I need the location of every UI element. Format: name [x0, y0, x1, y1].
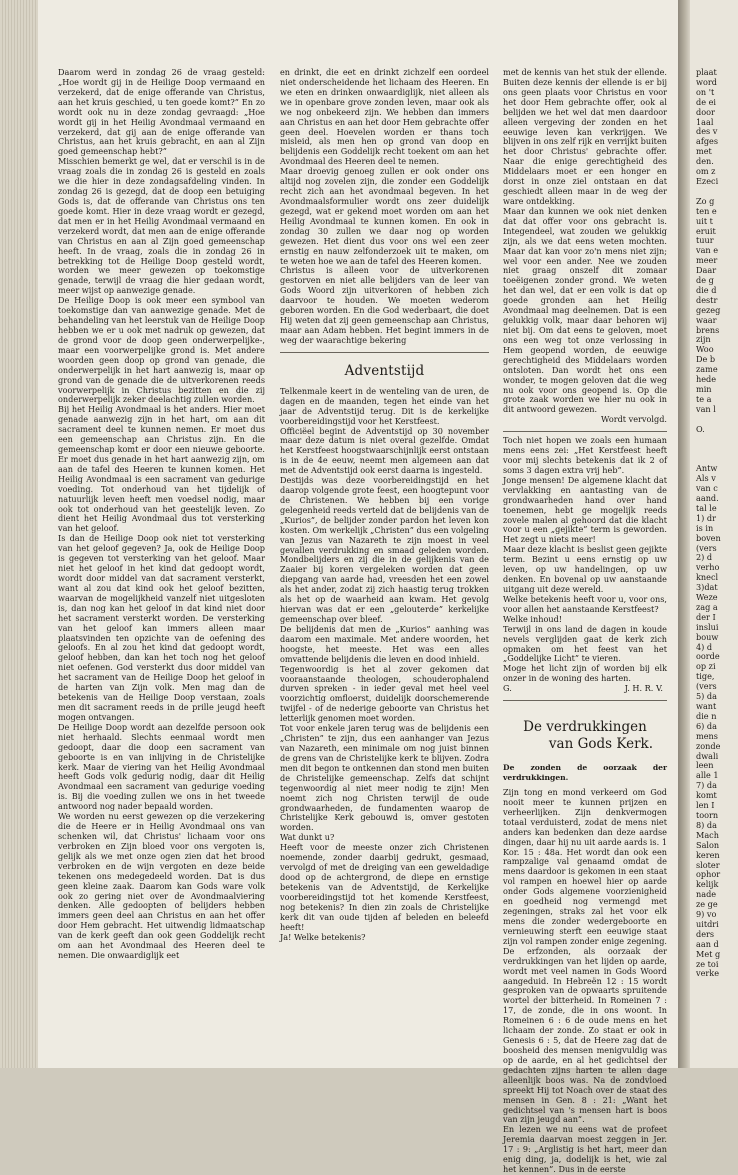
paragraph: Tegenwoordig is het al zover gekomen dat vooraanstaande theologen, schouderophalend durven spreken - in ieder geval met heel veel voorzichtig omfloerst, duidelijk doorschemerende twijfel - of de nederige geboorte van Christus het letterlijk genomen moet worden.	[280, 663, 489, 724]
facing-page-line: ten e	[696, 205, 717, 216]
paragraph: Christus is alleen voor de uitverkorenen gestorven en niet alle belijders van de leer van Gods Woord zijn uitverkoren of hebben zich daarvoor te houden. We moeten wederom geboren worden. En die God wederbaart, die doet Hij weten dat zij geen gemeenschap aan Christus, maar aan Adam hebben. Het begint immers in de weg der waarachtige bekering	[280, 265, 489, 345]
paragraph: Toch niet hopen we zoals een humaan mens eens zei: „Het Kerstfeest heeft voor mij slechts betekenis dat ik 2 of soms 3 dagen extra vrij heb”.	[503, 435, 667, 475]
paragraph: Moge het licht zijn of worden bij elk onzer in de woning des harten.	[503, 663, 667, 684]
facing-page-line: gezeg	[696, 304, 721, 315]
paragraph: Daarom werd in zondag 26 de vraag gesteld: „Hoe wordt gij in de Heilige Doop vermaand en verzekerd, dat de enige offerande van Christus, aan het kruis geschied, u ten goede komt?” En zo wordt ook nu in deze zondag gevraagd: „Hoe wordt gij in het Heilig Avondmaal vermaand en verzekerd, dat gij aan de enige offerande van Christus, aan het kruis gebracht, en aan al Zijn goed gemeenschap hebt?”	[58, 67, 265, 157]
paragraph: Zijn tong en mond verkeerd om God nooit meer te kunnen prijzen en verheerlijken. Zijn denkvermogen totaal verduisterd, zodat de mens niet anders kan bedenken dan deze aardse dingen, daar hij nu uit aarde aards is. 1 Kor. 15 : 48a. Het wordt dan ook een rampzalige val genaamd omdat de mens daardoor is gekomen in een staat vol rampen en hoewel hier op aarde onder Gods algemene voorzienigheid en goedheid nog vermengd met zegeningen, straks zal het voor elk mens die zonder wedergeboorte en vernieuwing sterft een eeuwige staat zijn vol rampen zonder enige zegening. De erfzonden, als oorzaak der verdrukkingen van het lijden op aarde, wordt met veel namen in Gods Woord aangeduid. In Hebreën 12 : 15 wordt gesproken van de opwaarts spruitende wortel der bitterheid. In Romeinen 7 : 17, de zonde, die in ons woont. In Romeinen 6 : 6 de oude mens en het lichaam der zonde. Zo staat er ook in Genesis 6 : 5, dat de Heere zag dat de boosheid des mensen menigvuldig was op de aarde, en al het gedichtsel der gedachten zijns harten te allen dage alleenlijk boos was. Na de zondvloed spreekt Hij tot Noach over de staat des mensen in Gen. 8 : 21: „Want het gedichtsel van 's mensen hart is boos van zijn jeugd aan”.	[503, 787, 667, 1125]
facing-page-line: ze ge	[696, 899, 718, 910]
facing-page-line: waar	[696, 314, 717, 325]
article-title-line2: van Gods Kerk.	[548, 736, 653, 753]
facing-page-line: kelijk	[696, 879, 719, 890]
paragraph: Maar deze klacht is beslist geen gejikte term. Bezint u eens ernstig op uw leven, op uw handelingen, op uw denken. En bovenal op uw aanstaande uitgang uit deze wereld.	[503, 544, 667, 595]
facing-page-line: uit t	[696, 215, 713, 226]
paragraph: Maar droevig genoeg zullen er ook onder ons altijd nog zovelen zijn, die zonder een Goddelijk recht zich aan het avondmaal begeven. In het Avondmaalsformulier wordt ons zeer duidelijk gezegd, wat er gekend moet worden om aan het Heilig Avondmaal te kunnen komen. En ook in zondag 30 zullen we daar nog op worden gewezen. Het dient dus voor ons wel een zeer ernstig en nauw zelfonderzoek uit te maken, om te weten hoe we aan de tafel des Heeren komen.	[280, 166, 489, 266]
facing-page-line: keren	[696, 849, 720, 860]
column-right	[503, 68, 667, 1175]
facing-page-line: on 't	[696, 86, 715, 97]
paragraph: Destijds was deze voorbereidingstijd en het daarop volgende grote feest, een hoogtepunt voor de Christenen. We hebben bij een vorige gelegenheid reeds verteld dat de belijdenis van de „Kurios”, de belijder zonder pardon het leven kon kosten. Om werkelijk „Christen” dus een volgeling van Jezus van Nazareth te zijn moest in veel gevallen verdrukking en smaad geleden worden. Mondbelijders en zij die in de gelijkenis van de Zaaier bij koren vergeleken worden dat geen diepgang van aarde had, vreesden het een zowel als het ander, zodat zij zich haastig terug trokken als het op de waarheid aan kwam. Het gevolg hiervan was dat er een „gelouterde” kerkelijke gemeenschap over bleef.	[280, 475, 489, 625]
paragraph: Bij het Heilig Avondmaal is het anders. Hier moet genade aanwezig zijn in het hart, om aan dit sacrament deel te kunnen nemen. Er moet dus een gemeenschap aan Christus zijn. En die gemeenschap komt er door een nieuwe geboorte. Er moet dus genade in het hart aanwezig zijn, om aan de tafel des Heeren te kunnen komen. Het Heilig Avondmaal is een sacrament van gedurige voeding. Tot onderhoud van het tijdelijk of natuurlijk leven heeft men voedsel nodig, maar ook tot onderhoud van het geestelijk leven. Zo dient het Heilig Avondmaal dus tot versterking van het geloof.	[58, 404, 265, 534]
facing-page-line: sloter	[696, 859, 720, 870]
paragraph: Officiëel begint de Adventstijd op 30 november maar deze datum is niet overal gezelfde. Omdat het Kerstfeest hoogstwaarschijnlijk eerst ontstaan is in de 4e eeuw, neemt men algemeen aan dat met de Adventstijd ook eerst daarna is ingesteld.	[280, 425, 489, 476]
signature-line	[503, 684, 667, 694]
facing-page-line: leen	[696, 760, 714, 771]
facing-page-line: van l	[696, 403, 716, 414]
facing-page-line: min	[696, 384, 712, 394]
facing-page-line: de g	[696, 275, 714, 286]
facing-page-line: inslui	[696, 621, 719, 632]
paragraph: met de kennis van het stuk der ellende. Buiten deze kennis der ellende is er bij ons geen plaats voor Christus en voor het door Hem gebrachte offer, ook al belijden we het wel dat men daardoor alleen vergeving der zonden en het eeuwige leven kan verkrijgen. We blijven in ons zelf rijk en verrijkt buiten het door Christus' gebrachte offer. Naar die enige gerechtigheid des Middelaars moet er een honger en dorst in onze ziel ontstaan en dat geschiedt alleen maar in de weg der ware ontdekking.	[503, 67, 667, 206]
divider	[503, 431, 667, 432]
column-left	[58, 68, 265, 961]
signature-initial: G.	[503, 683, 512, 694]
book-gutter	[678, 0, 690, 1068]
facing-page-line: van e	[696, 245, 719, 256]
facing-page-line: mens	[696, 730, 718, 741]
facing-page-line: verke	[696, 968, 720, 979]
facing-page-line: oorde	[696, 651, 720, 662]
facing-page-line: tige,	[696, 671, 715, 682]
book-page-edges	[0, 0, 38, 1068]
facing-page-line: destr	[696, 294, 718, 305]
facing-page-line: op zi	[696, 661, 716, 672]
paragraph: De Heilige Doop is ook meer een symbool van toekomstige dan van aanwezige genade. Met de behandeling van het leerstuk van de Heilige Doop hebben we er u ook met nadruk op gewezen, dat de grond voor de doop geen onderwerpelijke-, maar een voorwerpelijke grond is. Met andere woorden geen doop op grond van genade, die onderwerpelijk in het hart aanwezig is, maar op grond van de genade die de uitverkorenen reeds voorwerpelijk in Christus bezitten en die zij onderwerpelijk zeker deelachtig zullen worden.	[58, 295, 265, 405]
facing-page-line: (vers	[696, 542, 717, 553]
paragraph: Jonge mensen! De algemene klacht dat vervlakking en aantasting van de grondwaarheden hand over hand toenemen, hebt ge mogelijk reeds zovele malen al gehoord dat die klacht voor u een „gejikte” term is geworden. Het zegt u niets meer!	[503, 474, 667, 545]
paragraph: Misschien bemerkt ge wel, dat er verschil is in de vraag zoals die in zondag 26 is gesteld en zoals we die hier in deze zondagsafdeling vinden. In zondag 26 is gezegd, dat de doop een betuiging Gods is, dat de offerande van Christus ons ten goede komt. Hier in deze vraag wordt er gezegd, dat men er in het Heilig Avondmaal vermaand en verzekerd wordt, dat men aan de enige offerande van Christus en aan al Zijn goed gemeenschap heeft. In de vraag, zoals die in zondag 26 in betrekking tot de Heilige Doop gesteld wordt, worden we meer gewezen op toekomstige genade, terwijl de vraag die hier gedaan wordt, meer wijst op aanwezige genade.	[58, 156, 265, 296]
facing-page-line: door	[696, 106, 715, 117]
facing-page-cropped	[690, 0, 738, 1068]
facing-page-line: O.	[696, 423, 705, 434]
paragraph: Is dan de Heilige Doop ook niet tot versterking van het geloof gegeven? Ja, ook de Heilige Doop is gegeven tot versterking van het geloof. Maar niet het geloof in het kind dat gedoopt wordt, wordt door middel van dat sacrament versterkt, want al zou dat kind ook het geloof bezitten, waarvan de mogelijkheid vanzelf niet uitgesloten is, dan nog kan het geloof in dat kind niet door het sacrament versterkt worden. De versterking van het geloof kan immers alleen maar plaatsvinden ten opzichte van de oefening des geloofs. En al zou het kind dat gedoopt wordt, geloof hebben, dan kan het toch nog het geloof niet oefenen. God versterkt dus door middel van het sacrament van de Heilige Doop het geloof in de harten van Zijn volk. Men mag dan de betekenis van de Heilige Doop verstaan, zoals men dit sacrament reeds in de prille jeugd heeft mogen ontvangen.	[58, 533, 265, 722]
paragraph: Telkenmale keert in de wenteling van de uren, de dagen en de maanden, tegen het einde van het jaar de Adventstijd terug. Dit is de kerkelijke voorbereidingstijd voor het Kerstfeest.	[280, 385, 489, 426]
facing-page-line: zame	[696, 364, 718, 375]
facing-page-line: tuur	[696, 235, 714, 246]
facing-page-line: zonde	[696, 740, 721, 751]
facing-page-line: 7) da	[696, 780, 717, 791]
facing-page-line: nade	[696, 889, 717, 900]
facing-page-line: de ei	[696, 96, 716, 107]
facing-page-line: 2) d	[696, 552, 713, 563]
divider	[280, 352, 489, 353]
facing-page-line: len I	[696, 800, 715, 811]
article-title-adventstijd: Adventstijd	[344, 362, 425, 379]
facing-page-line: 9) vo	[696, 909, 717, 920]
paragraph: Welke inhoud!	[503, 613, 563, 624]
facing-page-line: den.	[696, 156, 714, 167]
facing-page-line: 5) da	[696, 691, 717, 702]
facing-page-line: ophor	[696, 869, 721, 880]
paragraph: Terwijl in ons land de dagen in koude nevels verglijden gaat de kerk zich opmaken om het feest van het „Goddelijke Licht” te vieren.	[503, 623, 667, 664]
facing-page-line: 3)dat	[696, 582, 718, 593]
facing-page-line: Antw	[696, 463, 718, 474]
article-subtitle: De zonden de oorzaak der verdrukkingen.	[503, 763, 667, 783]
facing-page-line: want	[696, 701, 717, 711]
facing-page-line: (vers	[696, 681, 717, 692]
facing-page-line: 1) dr	[696, 512, 717, 523]
facing-page-line: afges	[696, 136, 719, 147]
facing-page-line: die d	[696, 284, 717, 295]
paragraph: De belijdenis dat men de „Kurios” aanhing was daarom een maximale. Met andere woorden, het hoogste, het meeste. Het was een alles omvattende belijdenis die leven en dood inhield.	[280, 623, 489, 664]
facing-page-line: meer	[696, 255, 718, 266]
facing-page-line: der I	[696, 611, 716, 622]
facing-page-line: uitdri	[696, 918, 719, 929]
facing-page-line: om z	[696, 166, 716, 177]
facing-page-line: hede	[696, 374, 717, 385]
facing-page-line: ders	[696, 928, 715, 939]
facing-page-line: verho	[696, 562, 720, 573]
paragraph: Welke betekenis heeft voor u, voor ons, voor allen het aanstaande Kerstfeest?	[503, 593, 667, 614]
column-middle	[280, 68, 489, 942]
facing-page-line: boven	[696, 532, 721, 543]
paragraph: en drinkt, die eet en drinkt zichzelf een oordeel niet onderscheidende het lichaam des Heeren. En we eten en drinken onwaardiglijk, niet alleen als we in openbare grove zonden leven, maar ook als we nog onbekeerd zijn. We hebben dan immers aan Christus en aan het door Hem gebrachte offer geen deel. Hoevelen worden er thans toch misleid, als men hen op grond van doop en belijdenis een Goddelijk recht toekent om aan het Avondmaal des Heeren deel te nemen.	[280, 67, 489, 167]
facing-page-line: te a	[696, 393, 712, 404]
facing-page-line: knecl	[696, 572, 719, 583]
facing-page-line: Zo g	[696, 195, 715, 206]
facing-page-line	[696, 444, 738, 454]
facing-page-line: Weze	[696, 592, 718, 603]
facing-page-line: des v	[696, 126, 718, 137]
facing-page-line: Met g	[696, 948, 721, 959]
article-title-verdrukkingen	[503, 719, 667, 753]
facing-page-line: Ezeci	[696, 175, 719, 186]
facing-page-line: brens	[696, 324, 720, 335]
facing-page-line: aan d	[696, 938, 719, 949]
facing-page-line: 4) d	[696, 641, 713, 652]
continued-note: Wordt vervolgd.	[601, 414, 667, 425]
signature-author: J. H. R. V.	[624, 683, 663, 694]
paragraph: Tot voor enkele jaren terug was de belijdenis een „Christen” te zijn, dus een aanhanger van Jezus van Nazareth, een minimale om nog juist binnen de grens van de Christelijke kerk te blijven. Zodra men dit begon te ontkennen dan stond men buiten de Christelijke gemeenschap. Zelfs dat schijnt tegenwoordig al niet meer nodig te zijn! Men noemt zich nog Christen terwijl de oude grondwaarheden, de fundamenten waarop de Christelijke Kerk gebouwd is, omver gestoten worden.	[280, 723, 489, 833]
facing-page-line: word	[696, 76, 717, 87]
facing-page-line: zag a	[696, 601, 718, 612]
facing-page-line: 1aal	[696, 116, 714, 127]
facing-page-line: Salon	[696, 839, 720, 850]
facing-page-line: zijn	[696, 334, 711, 345]
facing-page-line: 8) da	[696, 819, 717, 830]
facing-page-line: aand.	[696, 492, 719, 503]
paragraph: En lezen we nu eens wat de profeet Jeremia daarvan moest zeggen in Jer. 17 : 9: „Arglistig is het hart, meer dan enig ding, ja, dodelijk is het, wie zal het kennen”. Dus in de eerste	[503, 1124, 667, 1175]
paragraph: Wat dunkt u?	[280, 832, 335, 843]
facing-page-line: bouw	[696, 631, 719, 642]
facing-page-line: toorn	[696, 809, 719, 820]
facing-page-line: Mach	[696, 829, 719, 840]
article-title-line1: De verdrukkingen	[523, 719, 647, 736]
facing-page-line: Als v	[696, 473, 716, 484]
facing-page-line: komt	[696, 790, 717, 801]
facing-page-line: Woo	[696, 344, 714, 355]
facing-page-line: tal le	[696, 502, 717, 513]
facing-page-line: van c	[696, 483, 718, 494]
facing-page-line: De b	[696, 354, 716, 365]
facing-page-line: die n	[696, 710, 717, 721]
divider	[503, 700, 667, 701]
facing-page-line: met	[696, 146, 712, 157]
facing-page-line: dwali	[696, 750, 719, 761]
facing-page-line: 6) da	[696, 720, 717, 731]
paragraph: Maar dan kunnen we ook niet denken dat dat offer voor ons gebracht is. Integendeel, wat zouden we gelukkig zijn, als we dat eens weten mochten. Maar dat kan voor zo'n mens niet zijn; wel voor een ander. Nee we zouden niet graag onszelf dit zomaar toeëigenen zonder grond. We weten het dan wel, dat er een volk is dat op goede gronden aan het Heilig Avondmaal mag deelnemen. Dat is een gelukkig volk, maar daar behoren wij niet bij. Om dat eens te geloven, moet ons een weg tot onze verlossing in Hem geopend worden, de eeuwige gerechtigheid des Middelaars worden ontsloten. Dan wordt het ons een wonder, te mogen geloven dat die weg nu ook voor ons geopend is. Op die grote zaak worden we hier nu ook in dit antwoord gewezen.	[503, 205, 667, 415]
facing-page-line: ze toi	[696, 958, 719, 969]
facing-page-line: Daar	[696, 265, 717, 276]
paragraph: De Heilige Doop wordt aan dezelfde persoon ook niet herhaald. Slechts eenmaal wordt men gedoopt, daar die doop een sacrament van geboorte is en van inlijving in de Christelijke kerk. Maar de viering van het Heilig Avondmaal heeft Gods volk gedurig nodig, daar dit Heilig Avondmaal een sacrament van gedurige voeding is. Bij die voeding zullen we ons in het tweede antwoord nog nader bepaald worden.	[58, 721, 265, 812]
facing-page-line: is in	[696, 522, 714, 533]
paragraph: Ja! Welke betekenis?	[280, 931, 366, 942]
facing-page-line: alle 1	[696, 770, 719, 781]
paragraph: Heeft voor de meeste onzer zich Christenen noemende, zonder daarbij gedrukt, gesmaad, vervolgd of met de dreiging van een geweldadige dood op de achtergrond, de diepe en ernstige betekenis van de Adventstijd, de Kerkelijke voorbereidingstijd tot het komende Kerstfeest, nog betekenis? In dien zin zoals de Christelijke kerk dit van oude tijden af beleden en beleefd heeft!	[280, 842, 489, 932]
facing-page-line: eruit	[696, 225, 716, 236]
facing-page-line: plaat	[696, 67, 717, 77]
paragraph: We worden nu eerst gewezen op die verzekering die de Heere er in Heilig Avondmaal ons van schenken wil, dat Christus' lichaam voor ons verbroken en Zijn bloed voor ons vergoten is, gelijk als we met onze ogen zien dat het brood verbroken en de wijn vergoten en deze beide tekenen ons medegedeeld worden. Dat is dus geen kleine zaak. Daarom kan Gods ware volk ook zo gering niet over de Avondmaalviering denken. Alle gedoopten of belijders hebben immers geen deel aan Christus en aan het offer door Hem gebracht. Het uitwendig lidmaatschap van de kerk geeft dan ook geen Goddelijk recht om aan het Avondmaal des Heeren deel te nemen. Die onwaardiglijk eet	[58, 811, 265, 961]
facing-page-line	[696, 435, 738, 445]
